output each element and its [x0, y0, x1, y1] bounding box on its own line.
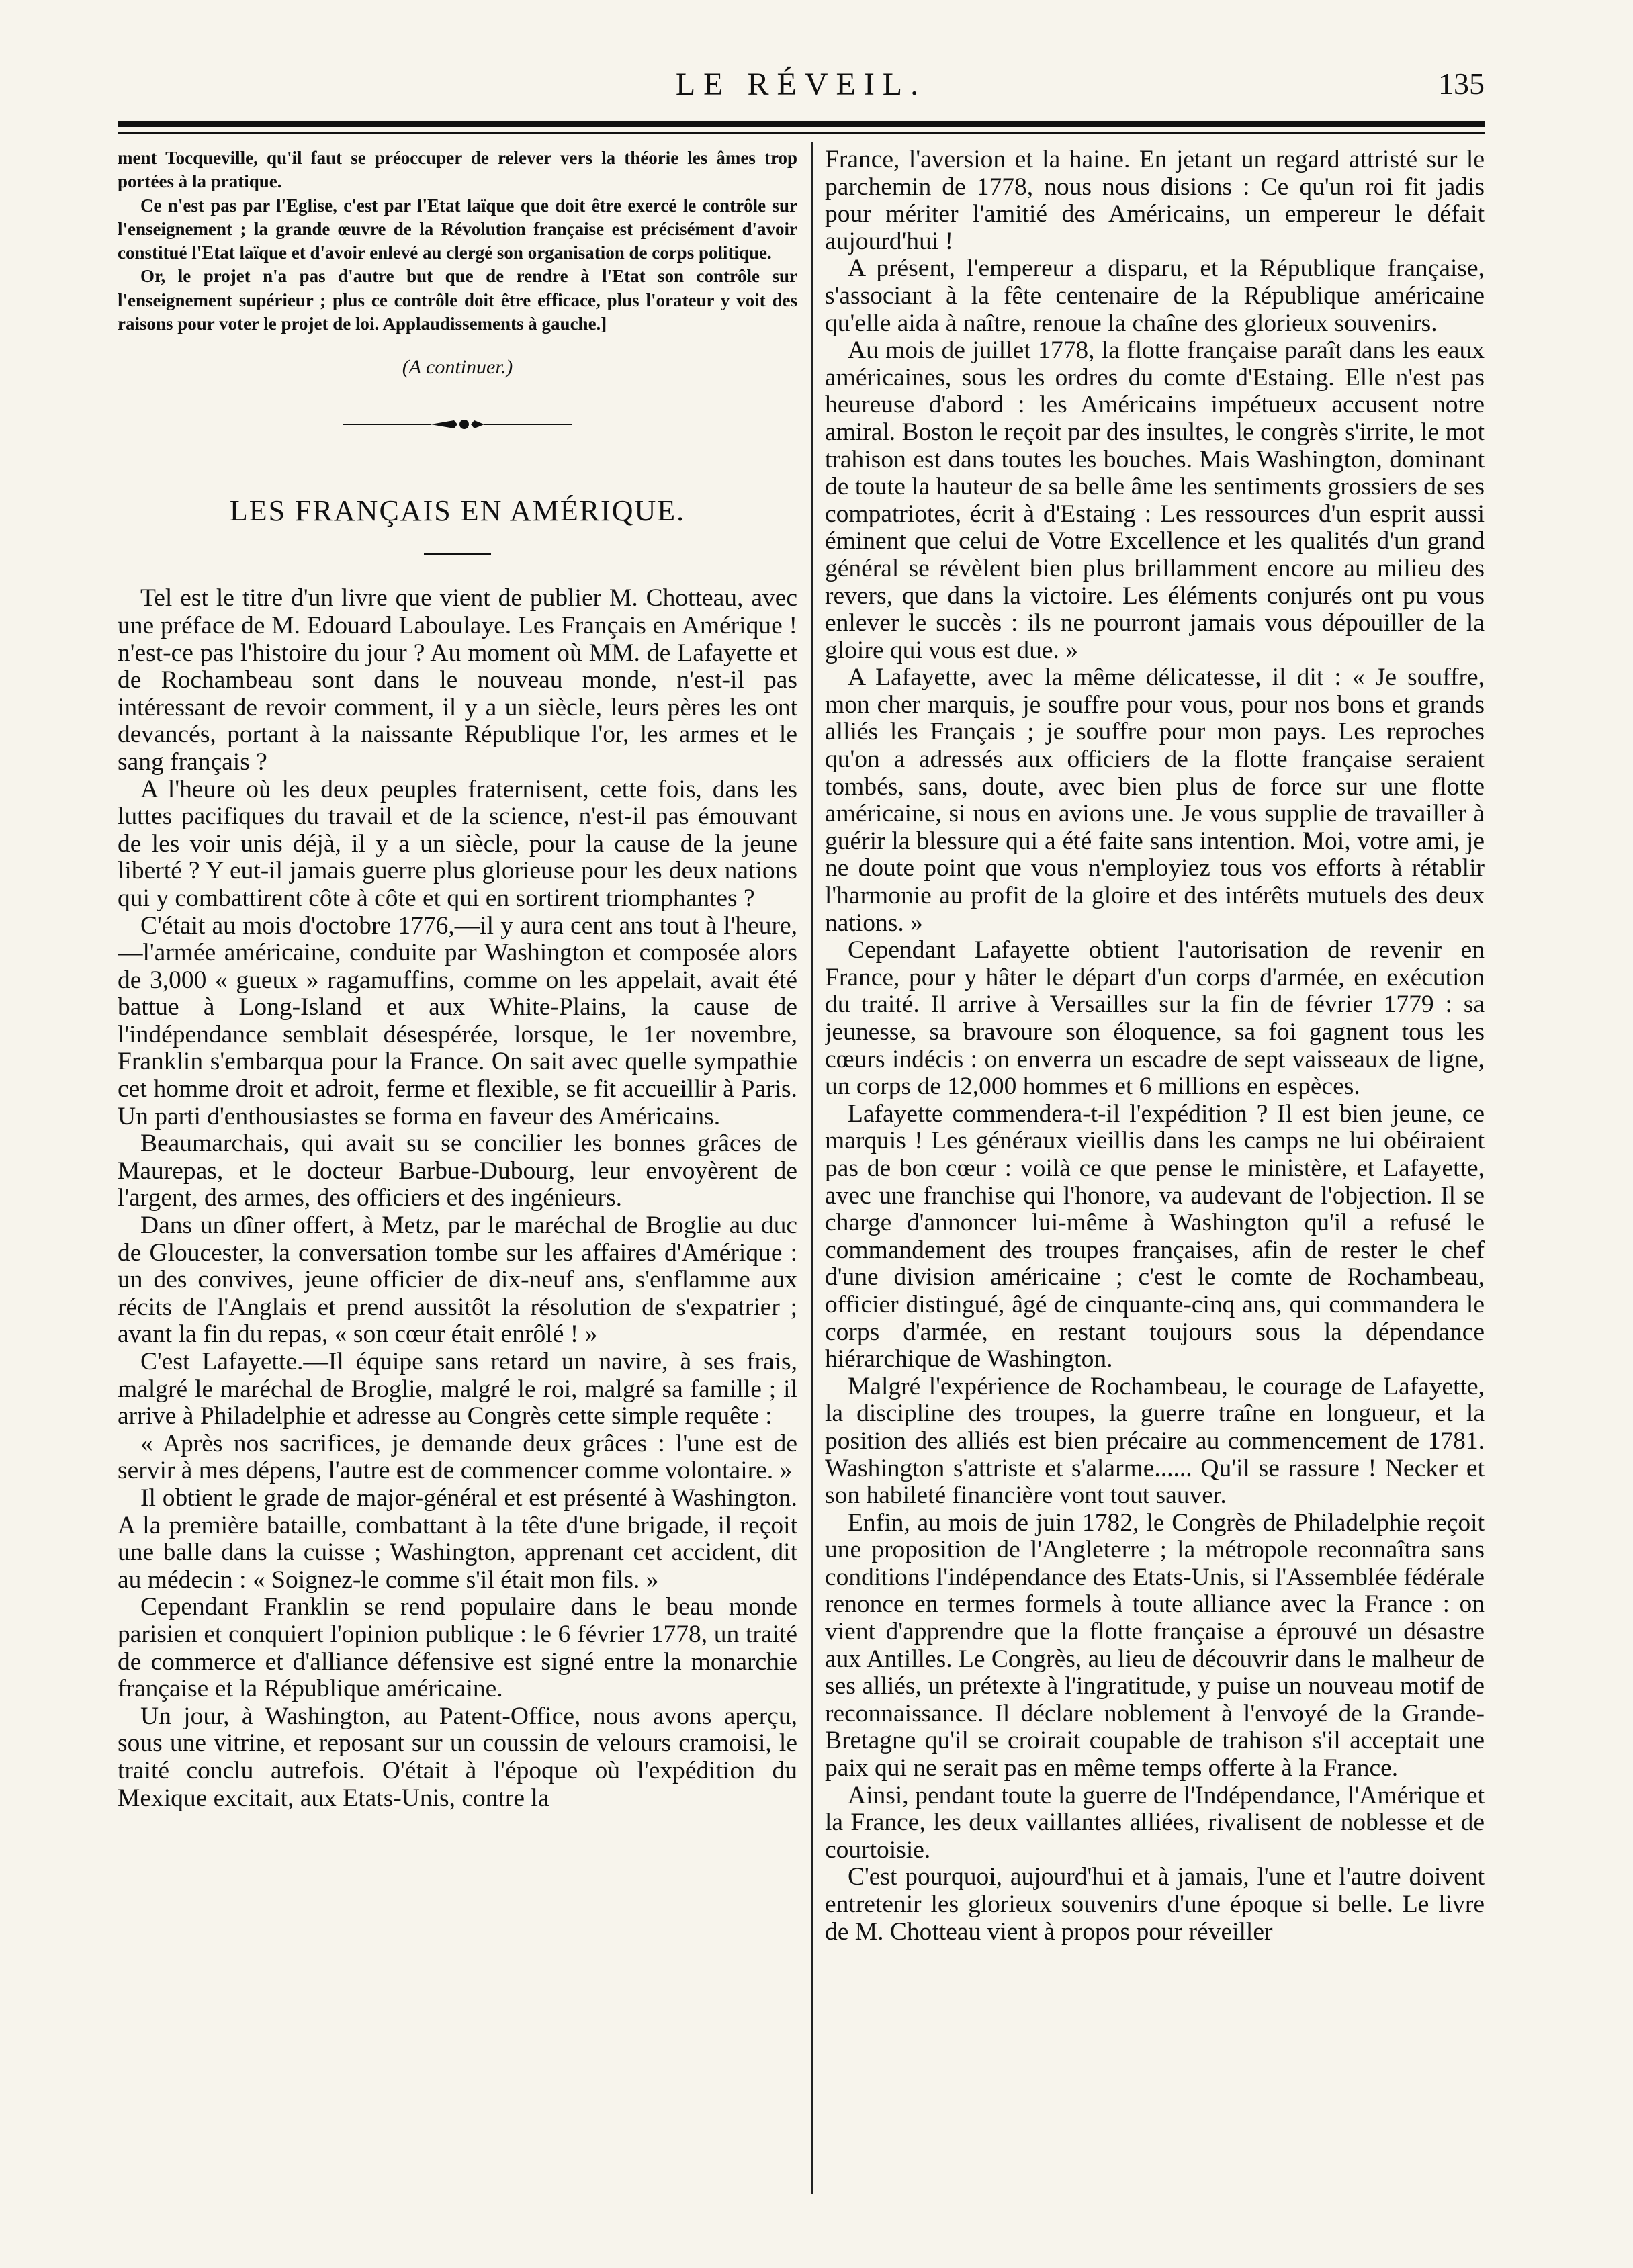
paragraph: Lafayette commendera-t-il l'expédition ? Il est bien jeune, ce marquis ! Les généraux vieillis dans les camps ne lui obéiraient pas de bon cœur : voilà ce que pense le ministère, et Lafayette, avec une franchise qui l'honore, va audevant de l'objection. Il se charge d'annoncer lui-même à Washington qu'il a refusé le commandement des troupes françaises, afin de rester le chef d'une division américaine ; c'est le comte de Rochambeau, officier distingué, âgé de cinquante-cinq ans, qui commandera le corps d'armée, en restant toujours sous la dépendance hiérarchique de Washington.: [825, 1099, 1485, 1373]
paragraph: A Lafayette, avec la même délicatesse, il dit : « Je souffre, mon cher marquis, je souffre pour vous, pour nos bons et grands alliés les Français ; je souffre pour mon pays. Les reproches qu'on a adressés aux officiers de la flotte française seraient tombés, sans, doute, avec bien plus de force sur une flotte américaine, si nous en avions une. Je vous supplie de travailler à guérir la blessure qui a été faite sans intention. Moi, votre ami, je ne doute point que vous n'employiez tous vos efforts à rétablir l'harmonie au profit de la gloire et des intérêts mutuels des deux nations. »: [825, 664, 1485, 937]
paragraph: Dans un dîner offert, à Metz, par le maréchal de Broglie au duc de Gloucester, la conversation tombe sur les affaires d'Amérique : un des convives, jeune officier de dix-neuf ans, s'enflamme aux récits de l'Anglais et prend aussitôt la résolution de s'expatrier ; avant la fin du repas, « son cœur était enrôlé ! »: [118, 1212, 797, 1349]
paragraph: « Après nos sacrifices, je demande deux grâces : l'une est de servir à mes dépens, l'autre est de commencer comme volontaire. »: [118, 1429, 797, 1485]
paragraph: Enfin, au mois de juin 1782, le Congrès de Philadelphie reçoit une proposition de l'Angleterre ; la métropole reconnaîtra sans conditions l'indépendance des Etats-Unis, si l'Assemblée fédérale renonce en termes formels à toute alliance avec la France : on vient d'apprendre que la flotte française a éprouvé un désastre aux Antilles. Le Congrès, au lieu de découvrir dans le malheur de ses alliés, un prétexte à l'ingratitude, y puise un nouveau motif de reconnaissance. Il déclare noblement à l'envoyé de la Grande-Bretagne qu'il se croirait coupable de trahison s'il acceptait une paix qui ne serait pas en même temps offerte à la France.: [825, 1508, 1485, 1782]
paragraph: Beaumarchais, qui avait su se concilier les bonnes grâces de Maurepas, et le docteur Barbue-Dubourg, leur envoyèrent de l'argent, des armes, des officiers et des ingénieurs.: [118, 1130, 797, 1212]
paragraph: ment Tocqueville, qu'il faut se préoccuper de relever vers la théorie les âmes trop portées à la pratique.: [118, 148, 797, 192]
right-column: [825, 146, 1485, 2195]
paragraph: Il obtient le grade de major-général et est présenté à Washington. A la première bataille, combattant à la tête d'une brigade, il reçoit une balle dans la cuisse ; Washington, apprenant cet accident, dit au médecin : « Soignez-le comme s'il était mon fils. »: [118, 1484, 797, 1594]
paragraph: C'était au mois d'octobre 1776,—il y aura cent ans tout à l'heure,—l'armée américaine, conduite par Washington et composée alors de 3,000 « gueux » ragamuffins, comme on les appelait, avait été battue à Long-Island et aux White-Plains, la cause de l'indépendance semblait désespérée, lorsque, le 1er novembre, Franklin s'embarqua pour la France. On sait avec quelle sympathie cet homme droit et adroit, ferme et flexible, se fit accueillir à Paris. Un parti d'enthousiastes se forma en faveur des Américains.: [118, 911, 797, 1130]
article-body-right: [825, 146, 1485, 1946]
ornament-divider-icon: [343, 416, 572, 433]
header-rule-thick: [118, 121, 1485, 127]
page-header: [118, 62, 1485, 109]
paragraph: Ce n'est pas par l'Eglise, c'est par l'Etat laïque que doit être exercé le contrôle sur l'enseignement ; la grande œuvre de la Révolution française est précisément d'avoir constitué l'Etat laïque et d'avoir enlevé au clergé son organisation de corps politique.: [118, 195, 797, 263]
paragraph: Un jour, à Washington, au Patent-Office, nous avons aperçu, sous une vitrine, et reposant sur un coussin de velours cramoisi, le traité conclu autrefois. O'était à l'époque où l'expédition du Mexique excitait, aux Etats-Unis, contre la: [118, 1702, 797, 1812]
paragraph: France, l'aversion et la haine. En jetant un regard attristé sur le parchemin de 1778, nous nous disions : Ce qu'un roi fit jadis pour mériter l'amitié des Américains, un empereur le défait aujourd'hui !: [825, 146, 1485, 255]
paragraph: C'est Lafayette.—Il équipe sans retard un navire, à ses frais, malgré le maréchal de Broglie, malgré le roi, malgré sa famille ; il arrive à Philadelphie et adresse au Congrès cette simple requête :: [118, 1348, 797, 1431]
header-rule-thin: [118, 132, 1485, 134]
title-rule: [424, 553, 491, 555]
paragraph: Ainsi, pendant toute la guerre de l'Indépendance, l'Amérique et la France, les deux vaillantes alliées, rivalisent de noblesse et de courtoisie.: [825, 1781, 1485, 1864]
article-body-left: [118, 585, 797, 1812]
running-title: LE RÉVEIL.: [675, 66, 927, 102]
continuation-note: (A continuer.): [402, 356, 513, 379]
paragraph: Or, le projet n'a pas d'autre but que de rendre à l'Etat son contrôle sur l'enseignement supérieur ; plus ce contrôle doit être efficace, plus l'orateur y voit des raisons pour voter le projet de loi. Applaudissements à gauche.]: [118, 266, 797, 334]
paragraph: Tel est le titre d'un livre que vient de publier M. Chotteau, avec une préface de M. Edouard Laboulaye. Les Français en Amérique ! n'est-ce pas l'histoire du jour ? Au moment où MM. de Lafayette et de Rochambeau sont dans le nouveau monde, n'est-il pas intéressant de revoir comment, il y a un siècle, leurs pères les ont devancés, portant à la naissante République l'or, les armes et le sang français ?: [118, 584, 797, 776]
paragraph: Malgré l'expérience de Rochambeau, le courage de Lafayette, la discipline des troupes, la guerre traîne en longueur, et la position des alliés est bien précaire au commencement de 1781. Washington s'attriste et s'alarme...... Qu'il se rassure ! Necker et son habileté financière vont tout sauver.: [825, 1372, 1485, 1510]
continued-article: [118, 146, 797, 336]
paragraph: Au mois de juillet 1778, la flotte française paraît dans les eaux américaines, sous les ordres du comte d'Estaing. Elle n'est pas heureuse d'abord : les Américains impétueux accusent notre amiral. Boston le reçoit par des insultes, le congrès s'irrite, le mot trahison est dans toutes les bouches. Mais Washington, dominant de toute la hauteur de sa belle âme les sentiments grossiers de ses compatriotes, écrit à d'Estaing : Les ressources d'un esprit aussi éminent que celui de Votre Excellence et les qualités d'un grand général se révèlent bien plus brillamment encore au milieu des revers, que dans la victoire. Les éléments conjurés ont pu vous enlever le succès : ils ne pourront jamais vous dépouiller de la gloire qui vous est due. »: [825, 336, 1485, 664]
paragraph: C'est pourquoi, aujourd'hui et à jamais, l'une et l'autre doivent entretenir les glorieux souvenirs d'une époque si belle. Le livre de M. Chotteau vient à propos pour réveiller: [825, 1863, 1485, 1946]
paragraph: Cependant Lafayette obtient l'autorisation de revenir en France, pour y hâter le départ d'un corps d'armée, en exécution du traité. Il arrive à Versailles sur la fin de février 1779 : sa jeunesse, sa bravoure son éloquence, sa foi gagnent tous les cœurs indécis : on enverra un escadre de sept vaisseaux de ligne, un corps de 12,000 hommes et 6 millions en espèces.: [825, 936, 1485, 1101]
paragraph: A présent, l'empereur a disparu, et la République française, s'associant à la fête centenaire de la République américaine qu'elle aida à naître, renoue la chaîne des glorieux souvenirs.: [825, 255, 1485, 337]
column-divider: [811, 142, 813, 2194]
paragraph: A l'heure où les deux peuples fraternisent, cette fois, dans les luttes pacifiques du travail et de la science, n'est-il pas émouvant de les voir unis déjà, il y a un siècle, pour la cause de la jeune liberté ? Y eut-il jamais guerre plus glorieuse pour les deux nations qui y combattirent côte à côte et qui en sortirent triomphantes ?: [118, 775, 797, 912]
left-column: [118, 146, 797, 2195]
paragraph: Cependant Franklin se rend populaire dans le beau monde parisien et conquiert l'opinion publique : le 6 février 1778, un traité de commerce et d'alliance défensive est signé entre la monarchie française et la République américaine.: [118, 1593, 797, 1703]
page-number: 135: [1438, 66, 1485, 101]
article-title: LES FRANÇAIS EN AMÉRIQUE.: [229, 494, 686, 528]
